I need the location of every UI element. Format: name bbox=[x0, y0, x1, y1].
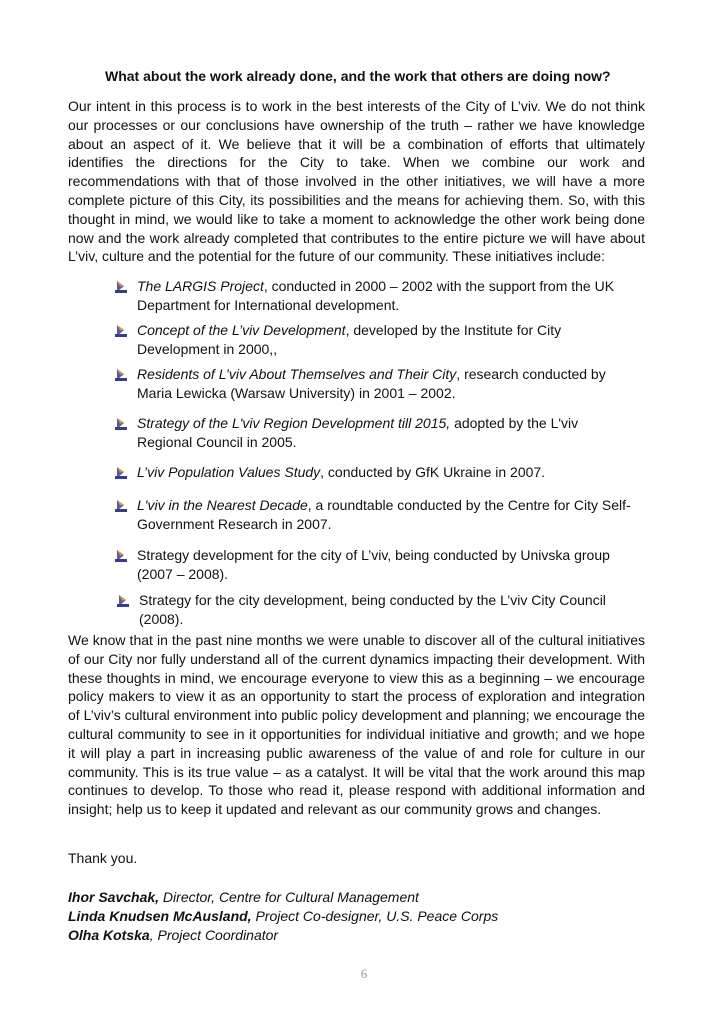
signature-block bbox=[68, 888, 498, 945]
initiative-detail: Strategy development for the city of L’viv, being conducted by Univska group (2007 – 2008). bbox=[137, 547, 610, 582]
section-heading: What about the work already done, and the work that others are doing now? bbox=[105, 68, 611, 84]
bullet-icon bbox=[114, 368, 128, 381]
initiative-detail: , conducted by GfK Ukraine in 2007. bbox=[320, 464, 546, 480]
signer-role: Director, Centre for Cultural Management bbox=[159, 889, 419, 905]
signer-line bbox=[68, 907, 498, 926]
initiative-title: L’viv Population Values Study bbox=[137, 464, 321, 480]
initiative-detail: , research conducted by Maria Lewicka (Warsaw University) in 2001 – 2002. bbox=[137, 366, 606, 401]
initiative-detail: adopted by the L'viv Regional Council in 2005. bbox=[137, 415, 579, 450]
signer-line bbox=[68, 926, 498, 945]
bullet-icon bbox=[116, 594, 130, 607]
bullet-icon bbox=[114, 324, 128, 337]
initiative-title: L'viv in the Nearest Decade bbox=[137, 497, 308, 513]
signer-role: , Project Coordinator bbox=[149, 927, 279, 943]
initiative-detail: , a roundtable conducted by the Centre for City Self-Government Research in 2007. bbox=[137, 497, 631, 532]
signer-line bbox=[68, 888, 498, 907]
initiative-title: Concept of the L’viv Development bbox=[137, 322, 346, 338]
bullet-icon bbox=[114, 549, 128, 562]
initiative-detail: , conducted in 2000 – 2002 with the support from the UK Department for International development. bbox=[137, 278, 615, 313]
closing-paragraph: We know that in the past nine months we were unable to discover all of the cultural initiatives of our City nor fully understand all of the current dynamics impacting their development. With these thoughts in mind, we encourage everyone to view this as a beginning – we encourage policy makers to view it as an opportunity to start the process of exploration and integration of L’viv’s cultural environment into public policy development and planning; we encourage the cultural community to see in it opportunities for individual initiative and growth; and we hope it will play a part in increasing public awareness of the value of and role for culture in our community. This is its true value – as a catalyst. It will be vital that the work around this map continues to develop. To those who read it, please respond with additional information and insight; help us to keep it updated and relevant as our community grows and changes. bbox=[68, 632, 645, 818]
bullet-icon bbox=[114, 280, 128, 293]
initiative-detail: Strategy for the city development, being conducted by the L’viv City Council (2008). bbox=[139, 592, 606, 627]
page-number: 6 bbox=[360, 966, 368, 981]
bullet-icon bbox=[114, 499, 128, 512]
signer-name: Ihor Savchak, bbox=[68, 889, 160, 905]
thanks-line: Thank you. bbox=[68, 850, 138, 866]
signer-name: Linda Knudsen McAusland, bbox=[68, 908, 252, 924]
initiative-detail: , developed by the Institute for City Development in 2000,, bbox=[137, 322, 562, 357]
initiative-title: Strategy of the L'viv Region Development till 2015, bbox=[137, 415, 451, 431]
bullet-icon bbox=[114, 466, 128, 479]
initiative-title: The LARGIS Project bbox=[137, 278, 264, 294]
signer-role: Project Co-designer, U.S. Peace Corps bbox=[251, 908, 499, 924]
intro-paragraph: Our intent in this process is to work in the best interests of the City of L’viv. We do not think our processes or our conclusions have ownership of the truth – rather we have knowledge about an aspect of it. We believe that it will be a combination of efforts that ultimately identifies the directions for the City to take. When we combine our work and recommendations with that of those involved in the other initiatives, we will have a more complete picture of this City, its possibilities and the means for achieving them. So, with this thought in mind, we would like to take a moment to acknowledge the other work being done now and the work already completed that contributes to the entire picture we will have about L’viv, culture and the potential for the future of our community. These initiatives include: bbox=[68, 98, 645, 265]
bullet-icon bbox=[114, 417, 128, 430]
initiative-title: Residents of L’viv About Themselves and Their City bbox=[137, 366, 457, 382]
signer-name: Olha Kotska bbox=[68, 927, 150, 943]
